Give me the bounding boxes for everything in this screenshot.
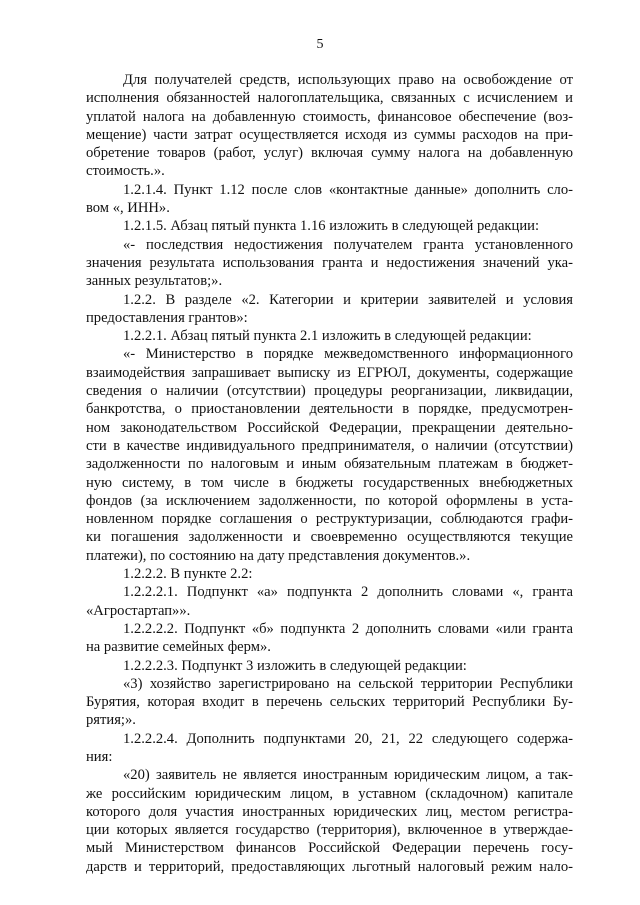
text-line: взаимодействия запрашивает выписку из ЕГРЮЛ, документы, содержащие: [86, 364, 573, 381]
text-line: же российским юридическим лицом, в уставном (складочном) капитале: [86, 785, 573, 802]
text-line: задолженности по налоговым и иным обязательным платежам в бюджет-: [86, 456, 573, 473]
text-line: уплатой налога на добавленную стоимость, финансовое обеспечение (воз-: [86, 108, 573, 125]
text-line: которого доля участия иностранных юридических лиц, местом регистра-: [86, 803, 573, 820]
text-line: 1.2.2.2.2. Подпункт «б» подпункта 2 дополнить словами «или гранта: [123, 620, 573, 637]
text-line: ки погашения задолженности и своевременно осуществляются текущие: [86, 529, 573, 546]
text-line: Для получателей средств, использующих право на освобождение от: [123, 72, 573, 88]
text-line: фондов (за исключением задолженности, по которой оформлены в уста-: [86, 492, 573, 509]
text-line: вом «, ИНН».: [86, 200, 170, 217]
text-line: 1.2.2.2.1. Подпункт «а» подпункта 2 дополнить словами «, гранта: [123, 584, 573, 601]
text-line: «20) заявитель не является иностранным юридическим лицом, а так-: [123, 767, 573, 784]
text-line: «- последствия недостижения получателем гранта установленного: [123, 236, 573, 253]
text-line: ном законодательством Российской Федерации, прекращении деятельно-: [86, 419, 573, 436]
text-line: новленном порядке соглашения о реструктуризации, соблюдаются графи-: [86, 511, 573, 528]
text-line: мещение) части затрат осуществляется исходя из суммы расходов на при-: [86, 126, 573, 143]
text-line: на развитие семейных ферм».: [86, 639, 271, 656]
text-line: ную систему, в том числе в бюджеты государственных внебюджетных: [86, 474, 573, 491]
text-line: исполнения обязанностей налогоплательщика, связанных с исчислением и: [86, 90, 573, 107]
text-line: 1.2.2.2.4. Дополнить подпунктами 20, 21, 22 следующего содержа-: [123, 730, 573, 747]
text-line: предоставления грантов»:: [86, 309, 248, 326]
text-line: мый Министерством финансов Российской Федерации перечень госу-: [86, 840, 573, 857]
document-body: [86, 71, 573, 876]
text-line: 1.2.1.5. Абзац пятый пункта 1.16 изложить в следующей редакции:: [123, 218, 540, 235]
text-line: 1.2.2. В разделе «2. Категории и критерии заявителей и условия: [123, 291, 573, 308]
text-line: сти в качестве индивидуального предпринимателя, о наличии (отсутствии): [86, 437, 573, 454]
text-line: банкротства, о приостановлении деятельности в порядке, предусмотрен-: [86, 401, 573, 418]
text-line: рятия;».: [86, 712, 136, 729]
text-line: ции которых является государство (территория), включенное в утверждае-: [86, 822, 573, 839]
text-line: 1.2.2.1. Абзац пятый пункта 2.1 изложить в следующей редакции:: [123, 328, 532, 345]
text-line: стоимость.».: [86, 163, 165, 180]
text-line: обретение товаров (работ, услуг) включая сумму налога на добавленную: [86, 145, 573, 162]
text-line: значения результата использования гранта и недостижения значений ука-: [86, 254, 573, 271]
page-number: 5: [316, 37, 324, 52]
text-line: платежи), по состоянию на дату представления документов.».: [86, 547, 471, 564]
text-line: «- Министерство в порядке межведомственного информационного: [123, 346, 573, 363]
text-line: 1.2.1.4. Пункт 1.12 после слов «контактные данные» дополнить сло-: [123, 181, 573, 198]
text-line: 1.2.2.2.3. Подпункт 3 изложить в следующей редакции:: [123, 657, 467, 674]
text-line: сведения о наличии (отсутствии) процедуры реорганизации, ликвидации,: [86, 383, 573, 400]
text-line: «Агростартап»».: [86, 602, 191, 619]
text-line: «3) хозяйство зарегистрировано на сельской территории Республики: [123, 675, 573, 692]
text-line: Бурятия, которая входит в перечень сельских территорий Республики Бу-: [86, 694, 573, 711]
text-line: 1.2.2.2. В пункте 2.2:: [123, 566, 253, 583]
text-line: занных результатов;».: [86, 273, 223, 290]
text-line: ния:: [86, 748, 113, 765]
text-line: дарств и территорий, предоставляющих льготный налоговый режим нало-: [86, 858, 573, 875]
